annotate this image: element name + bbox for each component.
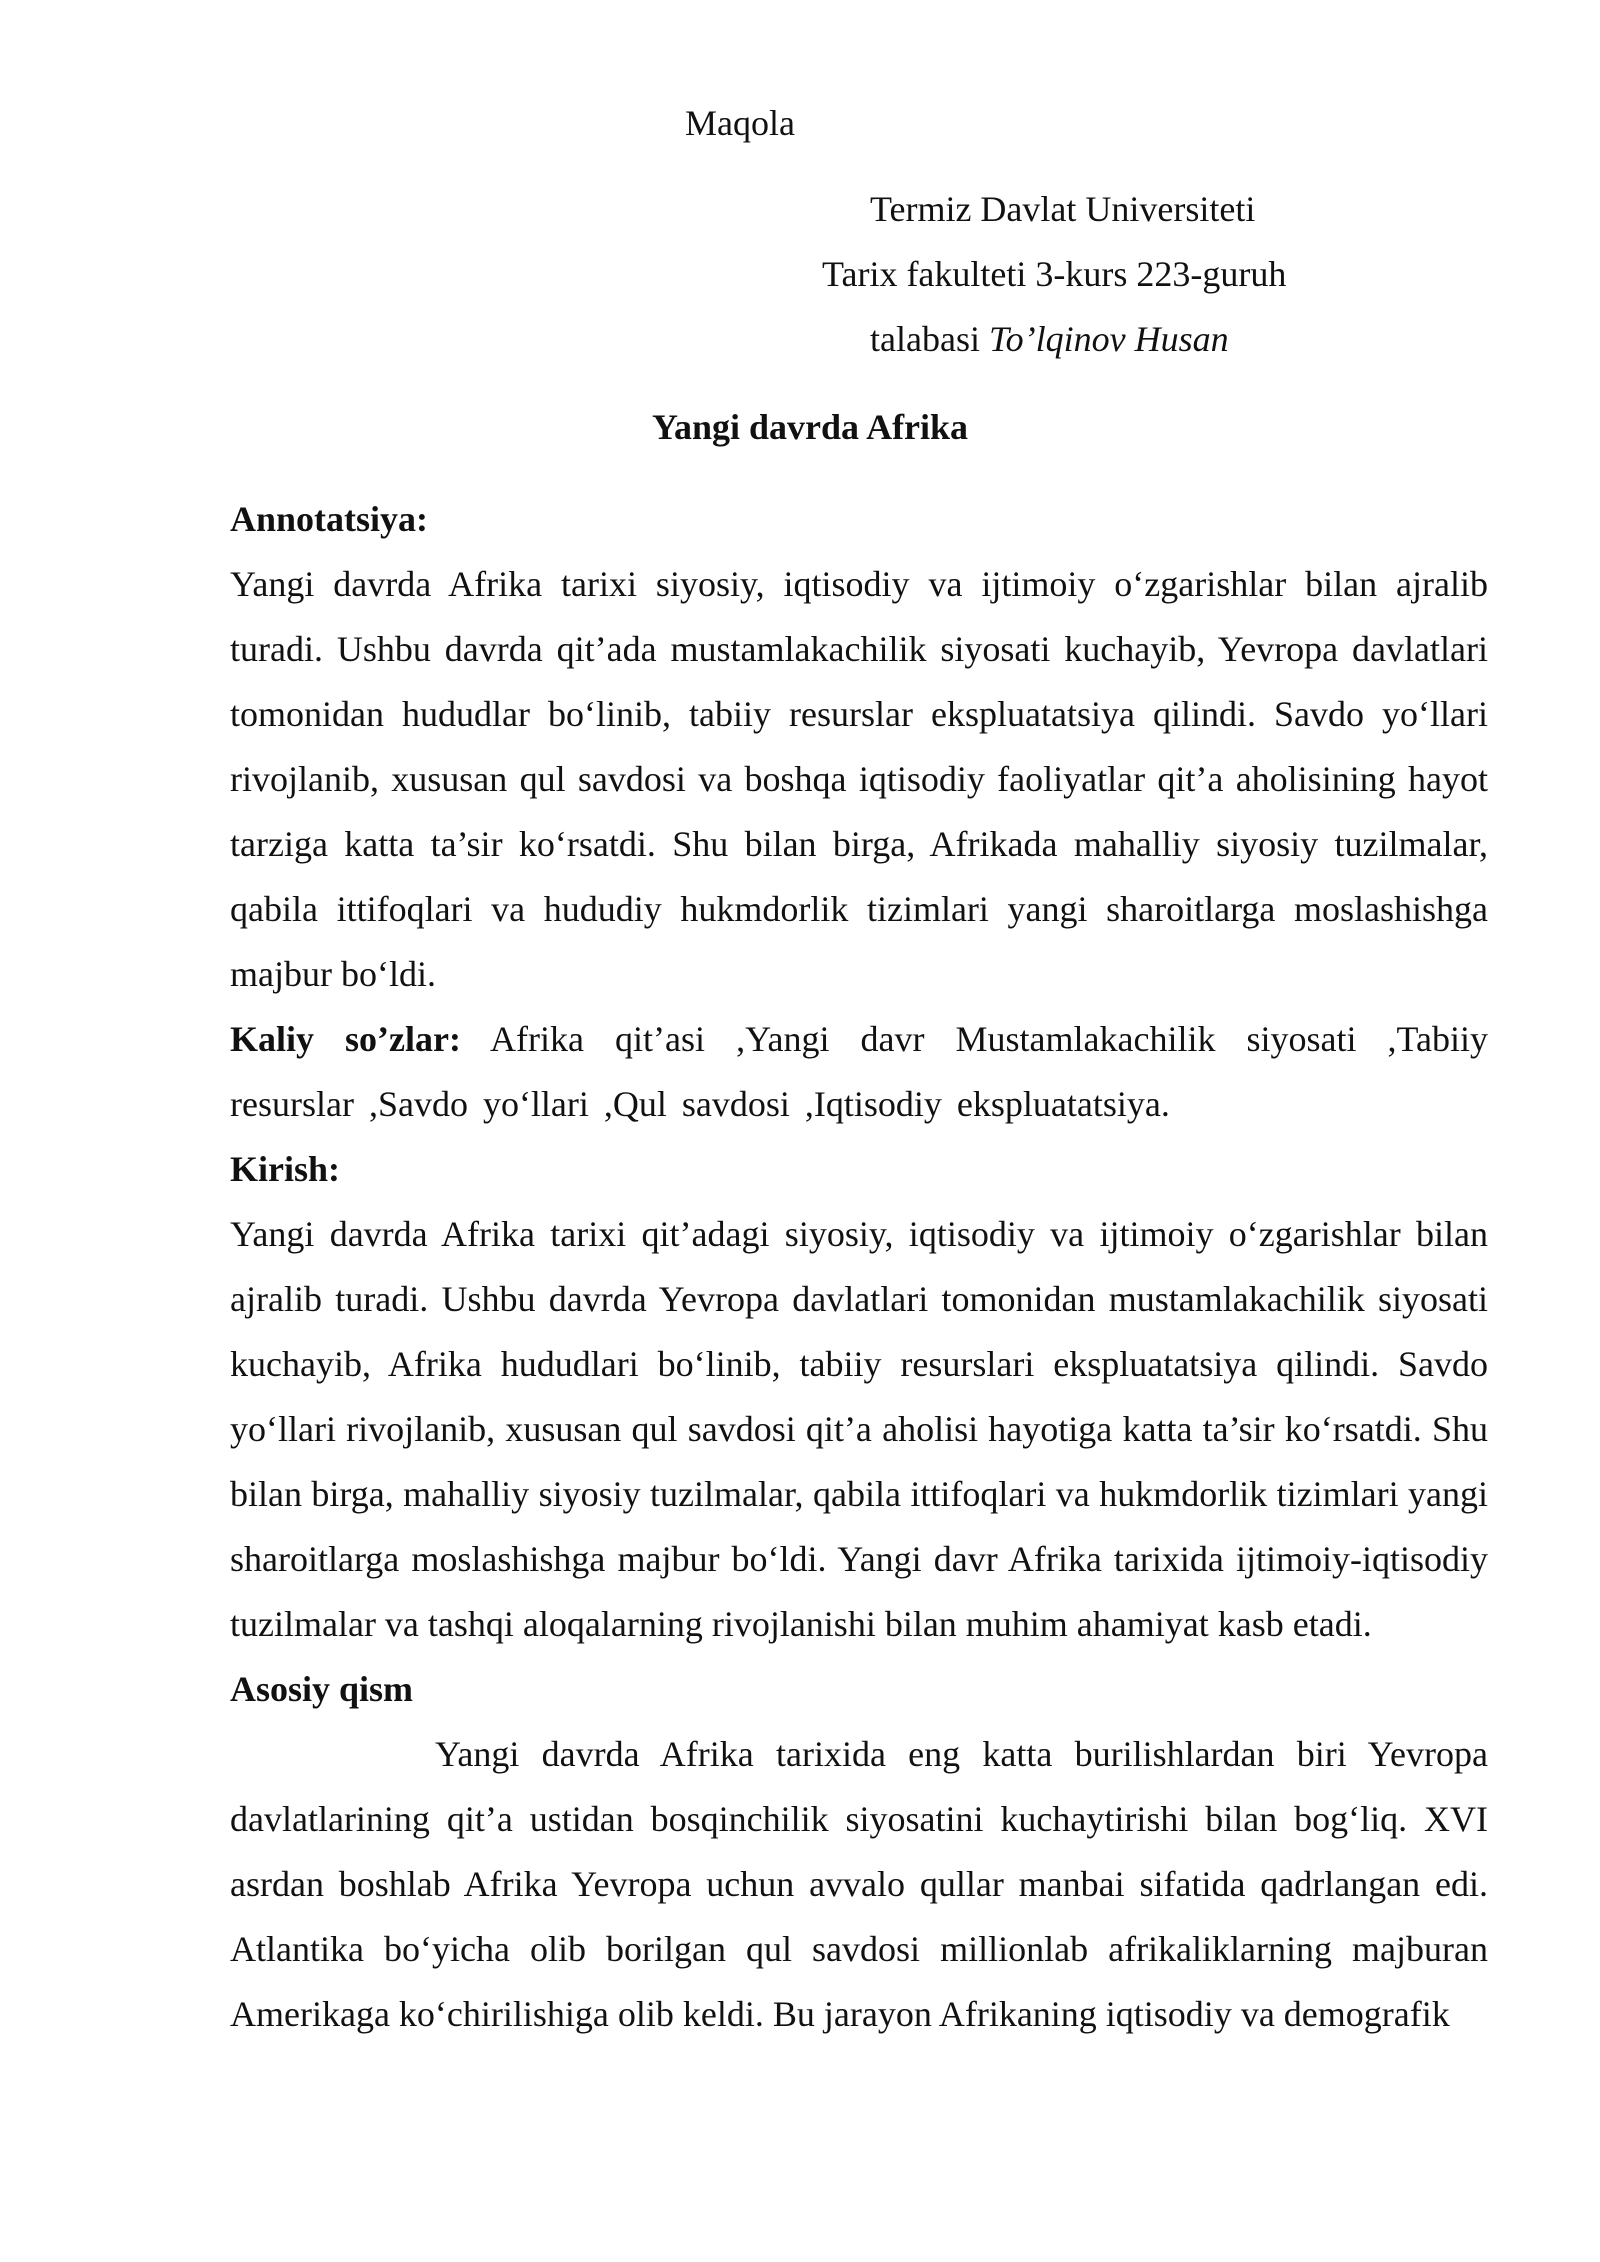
article-title: Yangi davrda Afrika — [652, 407, 969, 447]
keywords-label: Kaliy so’zlar: — [230, 1019, 461, 1059]
student-prefix: talabasi — [870, 319, 980, 359]
annotation-text: Yangi davrda Afrika tarixi siyosiy, iqtisodiy va ijtimoiy o‘zgarishlar bilan ajralib turadi. Ushbu davrda qit’ada mustamlakachilik siyosati kuchayib, Yevropa davlatlari tomonidan hududlar bo‘linib, tabiiy resurslar ekspluatatsiya qilindi. Savdo yo‘llari rivojlanib, xususan qul savdosi va boshqa iqtisodiy faoliyatlar qit’a aholisining hayot tarziga katta ta’sir ko‘rsatdi. Shu bilan birga, Afrikada mahalliy siyosiy tuzilmalar, qabila ittifoqlari va hududiy hukmdorlik tizimlari yangi sharoitlarga moslashishga majbur bo‘ldi. — [230, 564, 1488, 994]
main-part-heading: Asosiy qism — [230, 1669, 414, 1709]
keywords-paragraph — [230, 1007, 1488, 1137]
student-line — [870, 317, 1229, 361]
university-name: Termiz Davlat Universiteti — [870, 189, 1256, 229]
faculty-group: Tarix fakulteti 3-kurs 223-guruh — [822, 254, 1287, 294]
introduction-text: Yangi davrda Afrika tarixi qit’adagi siyosiy, iqtisodiy va ijtimoiy o‘zgarishlar bilan ajralib turadi. Ushbu davrda Yevropa davlatlari tomonidan mustamlakachilik siyosati kuchayib, Afrika hududlari bo‘linib, tabiiy resurslari ekspluatatsiya qilindi. Savdo yo‘llari rivojlanib, xususan qul savdosi qit’a aholisi hayotiga katta ta’sir ko‘rsatdi. Shu bilan birga, mahalliy siyosiy tuzilmalar, qabila ittifoqlari va hukmdorlik tizimlari yangi sharoitlarga moslashishga majbur bo‘ldi. Yangi davr Afrika tarixida ijtimoiy-iqtisodiy tuzilmalar va tashqi aloqalarning rivojlanishi bilan muhim ahamiyat kasb etadi. — [230, 1214, 1488, 1644]
main-part-text: Yangi davrda Afrika tarixida eng katta burilishlardan biri Yevropa davlatlarining qit’a ustidan bosqinchilik siyosatini kuchaytirishi bilan bog‘liq. XVI asrdan boshlab Afrika Yevropa uchun avvalo qullar manbai sifatida qadrlangan edi. Atlantika bo‘yicha olib borilgan qul savdosi millionlab afrikaliklarning majburan Amerikaga ko‘chirilishiga olib keldi. Bu jarayon Afrikaning iqtisodiy va demografik — [230, 1734, 1488, 2034]
article-body — [230, 487, 1488, 2047]
document-type: Maqola — [685, 103, 795, 143]
student-name: To’lqinov Husan — [988, 319, 1229, 359]
keywords-text: Afrika qit’asi ,Yangi davr Mustamlakachilik siyosati ,Tabiiy resurslar ,Savdo yo‘llari ,Qul savdosi ,Iqtisodiy ekspluatatsiya. — [230, 1019, 1489, 1124]
annotation-heading: Annotatsiya: — [230, 499, 429, 539]
introduction-heading: Kirish: — [230, 1149, 341, 1189]
